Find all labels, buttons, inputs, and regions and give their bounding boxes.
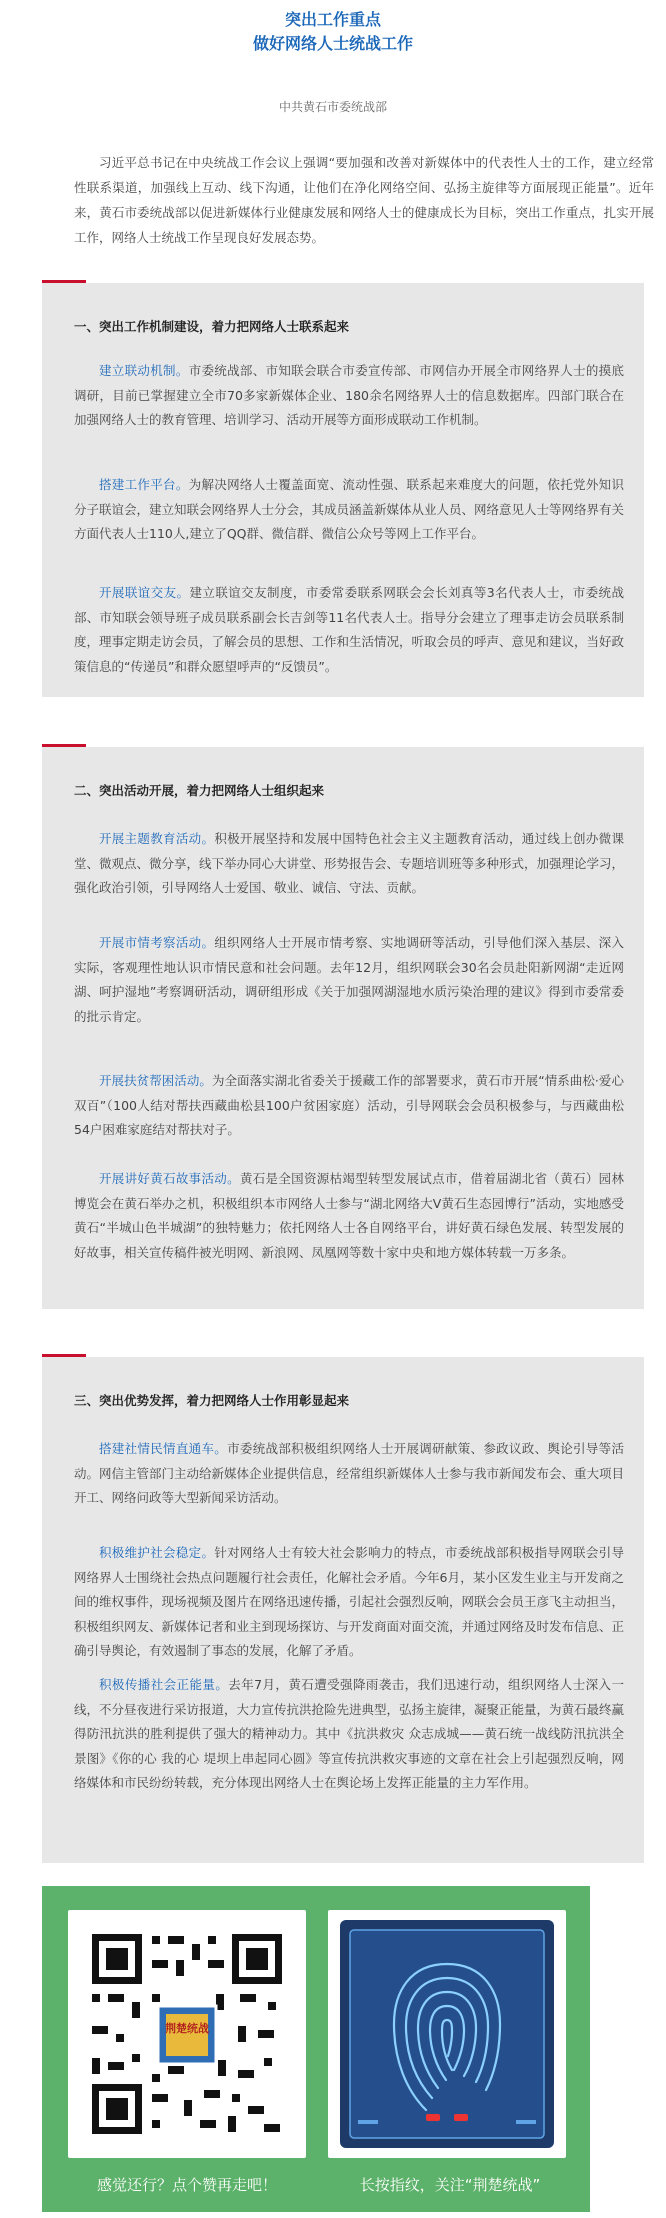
qr-code[interactable] — [68, 1910, 306, 2158]
para-lead: 开展主题教育活动。 — [99, 831, 215, 846]
para-lead: 积极传播社会正能量。 — [99, 1677, 229, 1692]
section-panel-2 — [42, 747, 644, 1309]
para-lead: 搭建社情民情直通车。 — [99, 1441, 228, 1456]
article-title-line2: 做好网络人士统战工作 — [252, 34, 413, 53]
section-1-para-3 — [74, 581, 624, 679]
para-lead: 开展讲好黄石故事活动。 — [99, 1171, 240, 1186]
qr-code-icon — [88, 1930, 286, 2138]
section-1-para-2 — [74, 473, 624, 547]
para-lead: 积极维护社会稳定。 — [99, 1545, 215, 1560]
para-text: 去年7月，黄石遭受强降雨袭击，我们迅速行动，组织网络人士深入一线，不分昼夜进行采访报道，大力宣传抗洪抢险先进典型，弘扬主旋律，凝聚正能量，为黄石最终赢得防汛抗洪的胜利提供了强大的精神动力。其中《抗洪救灾 众志成城——黄石统一战线防汛抗洪全景图》《你的心 我的心 堤坝上串起同心圆》等宣传抗洪救灾事迹的文章在社会上引起强烈反响，网络媒体和市民纷纷转载，充分体现出网络人士在舆论场上发挥正能量的主力军作用。 — [74, 1677, 625, 1790]
article-author: 中共黄石市委统战部 — [278, 100, 387, 114]
para-text: 建立联谊交友制度，市委常委联系网联会会长刘真等3名代表人士，市委统战部、市知联会领导班子成员联系副会长吉剑等11名代表人士。指导分会建立了理事走访会员联系制度，理事定期走访会员，了解会员的思想、工作和生活情况，听取会员的呼声、意见和建议，当好政策信息的“传递员”和群众愿望呼声的“反馈员”。 — [74, 585, 625, 674]
para-text: 黄石是全国资源枯竭型转型发展试点市，借着届湖北省（黄石）园林博览会在黄石举办之机，积极组织本市网络人士参与“湖北网络大V黄石生态园博行”活动，实地感受黄石“半城山色半城湖”的独特魅力；依托网络人士各自网络平台，讲好黄石绿色发展、转型发展的好故事，相关宣传稿件被光明网、新浪网、凤凰网等数十家中央和地方媒体转载一万多条。 — [74, 1171, 624, 1260]
para-text: 为解决网络人士覆盖面宽、流动性强、联系起来难度大的问题，依托党外知识分子联谊会，建立知联会网络界人士分会，其成员涵盖新媒体从业人员、网络意见人士等网络界有关方面代表人士110人,建立了QQ群、微信群、微信公众号等网上工作平台。 — [74, 477, 625, 541]
para-lead: 开展扶贫帮困活动。 — [99, 1073, 212, 1088]
article-title-line1: 突出工作重点 — [284, 10, 381, 29]
para-lead: 搭建工作平台。 — [99, 477, 189, 492]
section-3-para-2 — [74, 1541, 624, 1664]
para-lead: 建立联动机制。 — [99, 363, 189, 378]
right-caption: 长按指纹，关注“荆楚统战” — [359, 2176, 541, 2194]
section-2-para-1 — [74, 827, 624, 901]
qr-badge-text: 荆楚统战 — [165, 2022, 209, 2035]
intro-paragraph: 习近平总书记在中央统战工作会议上强调“要加强和改善对新媒体中的代表性人士的工作，建立经常性联系渠道，加强线上互动、线下沟通，让他们在净化网络空间、弘扬主旋律等方面展现正能量”。近年来，黄石市委统战部以促进新媒体行业健康发展和网络人士的健康成长为目标，突出工作重点，扎实开展工作，网络人士统战工作呈现良好发展态势。 — [74, 155, 654, 245]
section-1-para-1 — [74, 359, 624, 433]
section-panel-1 — [42, 283, 644, 697]
section-3-para-3 — [74, 1673, 624, 1796]
section-2-para-2 — [74, 931, 624, 1029]
fingerprint-icon — [340, 1920, 554, 2148]
para-lead: 开展联谊交友。 — [99, 585, 190, 600]
para-text: 针对网络人士有较大社会影响力的特点，市委统战部积极指导网联会引导网络界人士围绕社会热点问题履行社会责任，化解社会矛盾。今年6月，某小区发生业主与开发商之间的维权事件，现场视频及图片在网络迅速传播，引起社会强烈反响，网联会会员王彦飞主动担当，积极组织网友、新媒体记者和业主到现场探访、与开发商面对面交流，并通过网络及时发布信息、正确引导舆论，有效遏制了事态的发展，化解了矛盾。 — [74, 1545, 625, 1658]
para-text: 市委统战部、市知联会联合市委宣传部、市网信办开展全市网络界人士的摸底调研，目前已掌握建立全市70多家新媒体企业、180余名网络界人士的信息数据库。四部门联合在加强网络人士的教育管理、培训学习、活动开展等方面形成联动工作机制。 — [74, 363, 624, 427]
section-title-3: 三、突出优势发挥，着力把网络人士作用彰显起来 — [74, 1393, 350, 1408]
para-text: 组织网络人士开展市情考察、实地调研等活动，引导他们深入基层、深入实际，客观理性地认识市情民意和社会问题。去年12月，组织网联会30名会员赴阳新网湖“走近网湖、呵护湿地”考察调研活动，调研组形成《关于加强网湖湿地水质污染治理的建议》得到市委常委的批示肯定。 — [74, 935, 624, 1024]
section-title-2: 二、突出活动开展，着力把网络人士组织起来 — [74, 783, 325, 798]
para-lead: 开展市情考察活动。 — [99, 935, 215, 950]
section-2-para-4 — [74, 1167, 624, 1265]
section-panel-3 — [42, 1357, 644, 1863]
para-text: 为全面落实湖北省委关于援藏工作的部署要求，黄石市开展“情系曲松·爱心双百”（100人结对帮扶西藏曲松县100户贫困家庭）活动，引导网联会会员积极参与，与西藏曲松54户困难家庭结对帮扶对子。 — [74, 1073, 624, 1137]
section-2-para-3 — [74, 1069, 624, 1143]
para-text: 市委统战部积极组织网络人士开展调研献策、参政议政、舆论引导等活动。网信主管部门主动给新媒体企业提供信息，经常组织新媒体人士参与我市新闻发布会、重大项目开工、网络问政等大型新闻采访活动。 — [74, 1441, 625, 1505]
section-3-para-1 — [74, 1437, 624, 1511]
para-text: 积极开展坚持和发展中国特色社会主义主题教育活动，通过线上创办微课堂、微观点、微分享，线下举办同心大讲堂、形势报告会、专题培训班等多种形式，加强理论学习，强化政治引领，引导网络人士爱国、敬业、诚信、守法、贡献。 — [74, 831, 625, 895]
left-caption: 感觉还行？点个赞再走吧！ — [96, 2176, 277, 2194]
section-title-1: 一、突出工作机制建设，着力把网络人士联系起来 — [74, 319, 350, 334]
fingerprint-panel[interactable] — [328, 1910, 566, 2158]
footer-banner — [42, 1886, 590, 2212]
